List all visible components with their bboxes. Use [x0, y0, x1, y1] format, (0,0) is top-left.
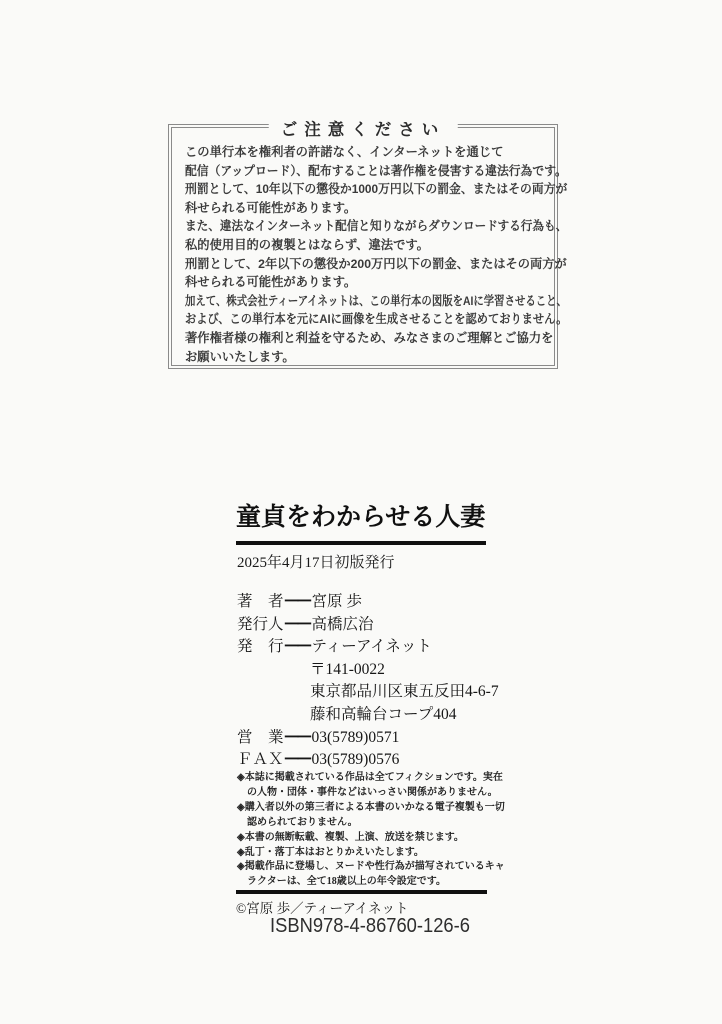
row-dash: ── [285, 611, 311, 637]
copyright-line: ©宮原 歩／ティーアイネット [236, 901, 409, 916]
row-dash: ── [285, 724, 311, 750]
title-divider-rule [236, 541, 486, 545]
colophon-row-issuer [237, 611, 499, 637]
warning-line: 科せられる可能性があります。 [185, 200, 357, 215]
note-item [237, 801, 505, 831]
note-text: 本書の無断転載、複製、上演、放送を禁じます。 [244, 831, 464, 843]
note-bullet: ◈ [237, 772, 245, 783]
row-label: ＦＡＸ [237, 751, 284, 769]
note-text: 購入者以外の第三者による本書のいかなる電子複製も一切認められておりません。 [244, 801, 505, 828]
note-item [237, 860, 505, 890]
footer-divider-rule [236, 890, 487, 894]
note-item [237, 771, 505, 801]
colophon-row-fax [237, 749, 499, 772]
isbn-number: ISBN978-4-86760-126-6 [269, 915, 470, 937]
copyright-warning-box [168, 120, 568, 369]
note-bullet: ◈ [237, 846, 245, 858]
warning-line: および、この単行本を元にAIに画像を生成させることを認めておりません。 [185, 312, 568, 327]
isbn-container [261, 915, 470, 938]
row-dash: ── [285, 589, 311, 614]
row-value: 宮原 歩 [311, 593, 362, 610]
warning-line: この単行本を権利者の許諾なく、インターネットを通じて [185, 145, 504, 159]
warning-line: お願いいたします。 [185, 349, 295, 364]
edition-date: 2025年4月17日初版発行 [237, 555, 395, 571]
warning-line: 著作権者様の権利と利益を守るため、みなさまのご理解とご協力を [185, 330, 554, 345]
row-value: 03(5789)0576 [311, 751, 400, 769]
publisher-postal-code: 〒141-0022 [310, 660, 385, 678]
note-text: 乱丁・落丁本はおとりかえいたします。 [244, 846, 424, 858]
colophon-row-sales-phone [237, 724, 499, 750]
warning-line: また、違法なインターネット配信と知りながらダウンロードする行為も、 [185, 219, 568, 234]
warning-line: 加えて、株式会社ティーアイネットは、この単行本の図版をAIに学習させること、 [185, 293, 567, 308]
disclaimer-notes [237, 771, 505, 890]
note-bullet: ◈ [237, 861, 245, 873]
warning-line: 刑罰として、2年以下の懲役か200万円以下の罰金、またはその両方が [185, 256, 567, 271]
warning-line: 刑罰として、10年以下の懲役か1000万円以下の罰金、またはその両方が [185, 182, 568, 197]
warning-line: 科せられる可能性があります。 [185, 275, 357, 290]
note-item [237, 846, 505, 861]
publisher-address-line: 東京都品川区東五反田4-6-7 [310, 683, 499, 701]
warning-line: 配信（アップロード）、配布することは著作権を侵害する違法行為です。 [185, 163, 567, 178]
row-value: 高橋広治 [311, 615, 374, 633]
row-dash: ── [285, 634, 311, 660]
warning-box-title: ご注意ください [269, 116, 458, 140]
book-title: 童貞をわからせる人妻 [236, 504, 486, 531]
row-value: ティーアイネット [311, 638, 432, 656]
publisher-address-line: 藤和高輪台コープ404 [310, 705, 457, 723]
note-text: 掲載作品に登場し、ヌードや性行為が描写されているキャラクターは、全て18歳以上の年令設定です。 [244, 861, 505, 888]
row-dash: ── [285, 747, 311, 773]
note-bullet: ◈ [237, 831, 245, 843]
colophon-block [237, 591, 499, 772]
row-label: 発行人 [237, 615, 284, 633]
row-label: 発 行 [237, 638, 284, 656]
note-bullet: ◈ [237, 801, 245, 813]
warning-box-body [172, 128, 568, 366]
row-label: 著 者 [237, 593, 284, 610]
colophon-row-publisher [237, 636, 499, 659]
note-text: 本誌に掲載されている作品は全てフィクションです。実在の人物・団体・事件などはいっさい関係がありません。 [244, 772, 503, 798]
row-label: 営 業 [237, 728, 284, 746]
colophon-row-author [237, 591, 499, 614]
warning-line: 私的使用目的の複製とはならず、違法です。 [185, 237, 429, 252]
row-value: 03(5789)0571 [311, 728, 400, 746]
note-item [237, 831, 505, 846]
